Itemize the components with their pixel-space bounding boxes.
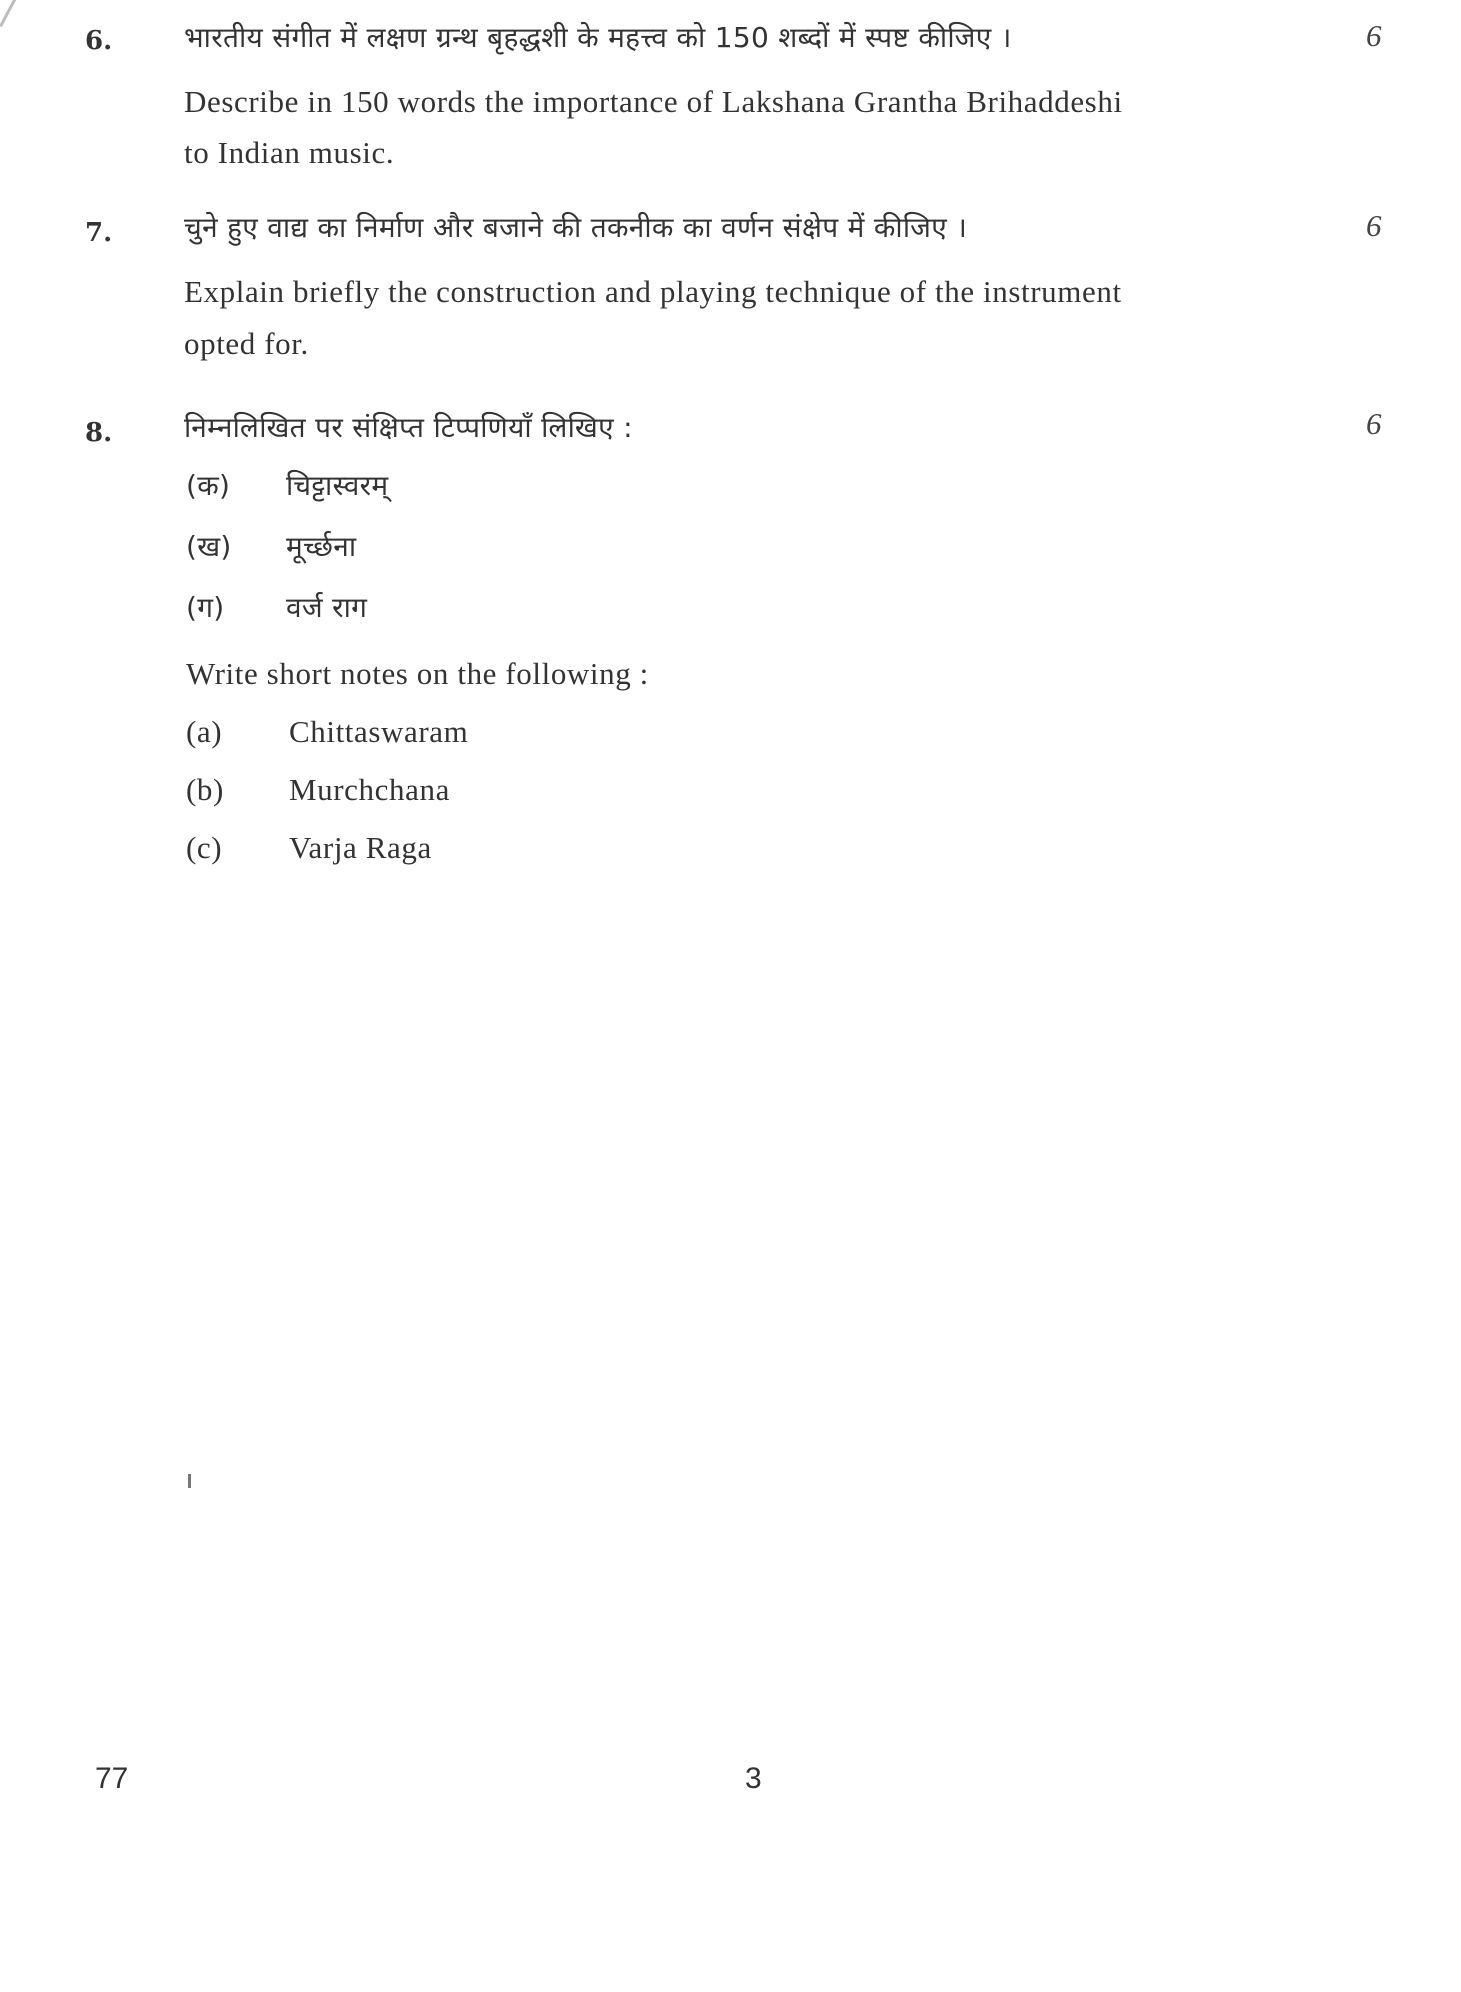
question-number: 7.	[85, 218, 113, 248]
hindi-item-label: (क)	[186, 469, 231, 502]
english-item-label: (c)	[186, 830, 223, 865]
question-text-english-line-1: Explain briefly the construction and playing technique of the instrument	[184, 274, 1122, 309]
page-number: 3	[745, 1762, 762, 1795]
question-number: 8.	[85, 418, 113, 448]
question-text-hindi: चुने हुए वाद्य का निर्माण और बजाने की तकनीक का वर्णन संक्षेप में कीजिए ।	[184, 211, 968, 244]
hindi-item-text: मूर्च्छना	[286, 530, 357, 563]
question-text-english-line-1: Describe in 150 words the importance of Lakshana Grantha Brihaddeshi	[184, 84, 1123, 119]
hindi-item-label: (ख)	[186, 530, 232, 563]
paper-code: 77	[95, 1762, 129, 1795]
english-intro: Write short notes on the following :	[186, 656, 649, 691]
question-marks: 6	[1366, 18, 1382, 53]
hindi-item-label: (ग)	[186, 591, 225, 624]
corner-stroke-mark	[0, 0, 20, 30]
question-text-english-line-2: to Indian music.	[184, 135, 395, 170]
english-item-label: (b)	[186, 772, 224, 807]
english-item-text: Varja Raga	[289, 830, 432, 865]
question-marks: 6	[1366, 406, 1382, 441]
english-item-label: (a)	[186, 714, 223, 749]
question-text-english-line-2: opted for.	[184, 326, 309, 361]
question-text-hindi: निम्नलिखित पर संक्षिप्त टिप्पणियाँ लिखिए :	[184, 411, 633, 444]
scan-artifact	[188, 1474, 191, 1488]
question-text-hindi: भारतीय संगीत में लक्षण ग्रन्थ बृहद्धशी के महत्त्व को 150 शब्दों में स्पष्ट कीजिए ।	[184, 21, 1012, 54]
hindi-item-text: चिट्टास्वरम्	[286, 469, 389, 502]
english-item-text: Chittaswaram	[289, 714, 469, 749]
question-marks: 6	[1366, 208, 1382, 243]
hindi-item-text: वर्ज राग	[286, 591, 368, 624]
question-number: 6.	[85, 26, 113, 56]
english-item-text: Murchchana	[289, 772, 450, 807]
